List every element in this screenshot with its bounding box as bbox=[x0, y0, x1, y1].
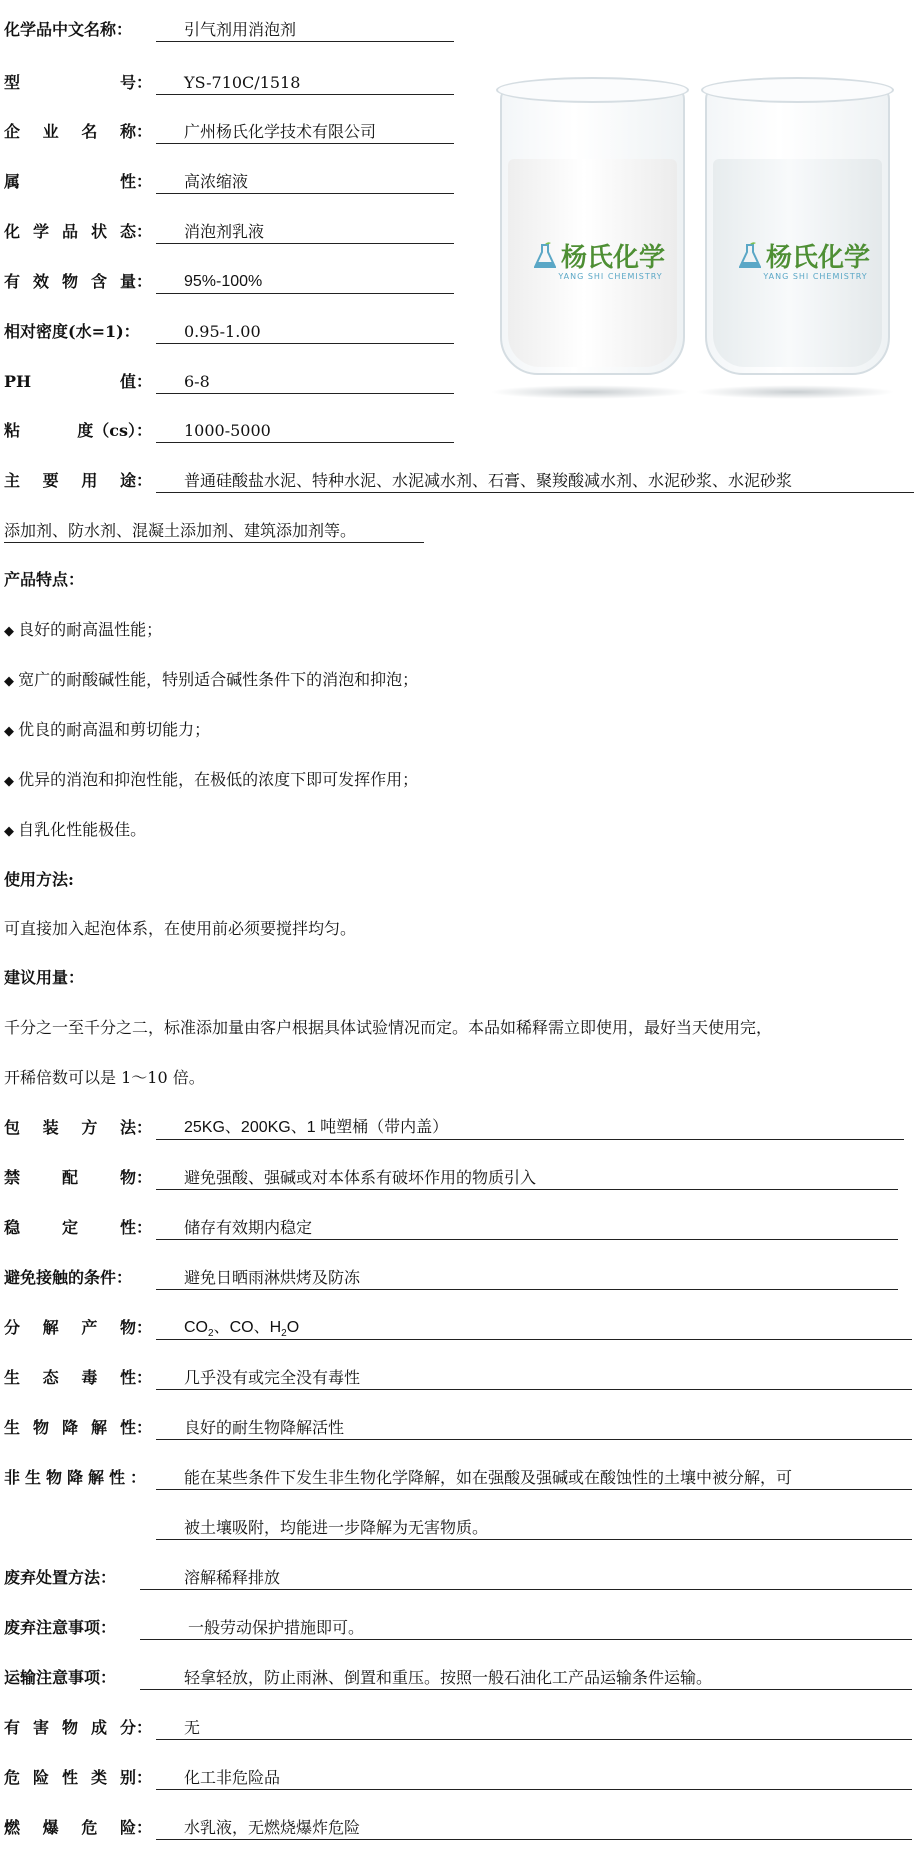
spec-label: 粘 度（cs）： bbox=[4, 421, 152, 440]
safety-label: 废弃注意事项： bbox=[4, 1618, 117, 1637]
safety-value: 避免日晒雨淋烘烤及防冻 bbox=[156, 1266, 898, 1290]
safety-value: 水乳液，无燃烧爆炸危险 bbox=[156, 1816, 912, 1840]
beaker-shadow bbox=[490, 385, 690, 399]
safety-value-2: 被土壤吸附，均能进一步降解为无害物质。 bbox=[156, 1516, 912, 1540]
safety-label: 禁 配 物： bbox=[4, 1168, 152, 1187]
spec-value: 95%-100% bbox=[156, 270, 454, 294]
usage-row bbox=[4, 469, 916, 493]
safety-label: 生 物 降 解 性： bbox=[4, 1418, 152, 1437]
flask-icon bbox=[534, 242, 556, 270]
safety-value: 轻拿轻放，防止雨淋、倒置和重压。按照一般石油化工产品运输条件运输。 bbox=[140, 1666, 912, 1690]
safety-value: 储存有效期内稳定 bbox=[156, 1216, 898, 1240]
safety-value: 一般劳动保护措施即可。 bbox=[140, 1616, 912, 1640]
spec-value: 消泡剂乳液 bbox=[156, 220, 454, 244]
spec-value: 0.95-1.00 bbox=[156, 320, 454, 344]
safety-label: 废弃处置方法： bbox=[4, 1568, 117, 1587]
safety-value: 无 bbox=[156, 1716, 912, 1740]
spec-label: PH 值： bbox=[4, 372, 152, 391]
safety-label: 稳 定 性： bbox=[4, 1218, 152, 1237]
safety-value: 几乎没有或完全没有毒性 bbox=[156, 1366, 912, 1390]
dosage-heading: 建议用量： bbox=[4, 968, 85, 987]
dosage-line-2: 开稀倍数可以是 1～10 倍。 bbox=[4, 1068, 205, 1087]
beaker-rim bbox=[701, 77, 894, 103]
safety-value: 化工非危险品 bbox=[156, 1766, 912, 1790]
brand-name: 杨氏化学 bbox=[766, 243, 871, 273]
spec-label: 相对密度(水=1)： bbox=[4, 322, 140, 341]
usage-line-2: 添加剂、防水剂、混凝土添加剂、建筑添加剂等。 bbox=[4, 519, 424, 543]
brand-subtitle: YANG SHI CHEMISTRY bbox=[558, 272, 663, 281]
product-beakers-image bbox=[490, 55, 910, 395]
brand-name: 杨氏化学 bbox=[561, 243, 666, 273]
spec-label: 型 号： bbox=[4, 73, 152, 92]
safety-label: 包 装 方 法： bbox=[4, 1118, 152, 1137]
safety-value: 溶解稀释排放 bbox=[140, 1566, 912, 1590]
beaker-shadow bbox=[695, 385, 895, 399]
flask-icon bbox=[739, 242, 761, 270]
safety-value: 良好的耐生物降解活性 bbox=[156, 1416, 912, 1440]
spec-value: 6-8 bbox=[156, 370, 454, 394]
safety-label: 运输注意事项： bbox=[4, 1668, 117, 1687]
beaker-rim bbox=[496, 77, 689, 103]
usage-label: 主 要 用 途： bbox=[4, 471, 152, 490]
safety-value: 避免强酸、强碱或对本体系有破坏作用的物质引入 bbox=[156, 1166, 898, 1190]
spec-value: 广州杨氏化学技术有限公司 bbox=[156, 120, 454, 144]
spec-label: 属 性： bbox=[4, 172, 152, 191]
method-text: 可直接加入起泡体系，在使用前必须要搅拌均匀。 bbox=[4, 919, 357, 938]
usage-line-1: 普通硅酸盐水泥、特种水泥、水泥减水剂、石膏、聚羧酸减水剂、水泥砂浆、水泥砂浆 bbox=[156, 469, 914, 493]
safety-value: 能在某些条件下发生非生物化学降解，如在强酸及强碱或在酸蚀性的土壤中被分解，可 bbox=[156, 1466, 912, 1490]
beaker-white bbox=[500, 85, 685, 375]
feature-item: ◆ 良好的耐高温性能； bbox=[4, 618, 162, 644]
spec-label: 化学品中文名称： bbox=[4, 20, 133, 39]
safety-label: 有 害 物 成 分： bbox=[4, 1718, 152, 1737]
spec-value: 引气剂用消泡剂 bbox=[156, 18, 454, 42]
feature-item: ◆ 优异的消泡和抑泡性能，在极低的浓度下即可发挥作用； bbox=[4, 768, 418, 794]
spec-value: 高浓缩液 bbox=[156, 170, 454, 194]
feature-item: ◆ 优良的耐高温和剪切能力； bbox=[4, 718, 210, 744]
safety-label: 避免接触的条件： bbox=[4, 1268, 133, 1287]
spec-label: 有 效 物 含 量： bbox=[4, 272, 152, 291]
spec-value: YS-710C/1518 bbox=[156, 71, 454, 95]
brand-subtitle: YANG SHI CHEMISTRY bbox=[763, 272, 868, 281]
safety-value: 25KG、200KG、1 吨塑桶（带内盖） bbox=[156, 1116, 904, 1140]
features-heading: 产品特点： bbox=[4, 570, 85, 589]
safety-label: 非生物降解性： bbox=[4, 1468, 152, 1487]
spec-label: 企 业 名 称： bbox=[4, 122, 152, 141]
safety-label: 燃 爆 危 险： bbox=[4, 1818, 152, 1837]
brand-logo bbox=[516, 237, 683, 281]
safety-label: 分 解 产 物： bbox=[4, 1318, 152, 1337]
brand-logo bbox=[721, 237, 888, 281]
spec-label: 化 学 品 状 态： bbox=[4, 222, 152, 241]
spec-value: 1000-5000 bbox=[156, 419, 454, 443]
feature-item: ◆ 宽广的耐酸碱性能，特别适合碱性条件下的消泡和抑泡； bbox=[4, 668, 418, 694]
method-heading: 使用方法: bbox=[4, 870, 74, 889]
beaker-clear bbox=[705, 85, 890, 375]
dosage-line-1: 千分之一至千分之二，标准添加量由客户根据具体试验情况而定。本品如稀释需立即使用，最好当天使用完， bbox=[4, 1018, 773, 1037]
safety-label: 生 态 毒 性： bbox=[4, 1368, 152, 1387]
safety-label: 危 险 性 类 别： bbox=[4, 1768, 152, 1787]
safety-value: $CO_2$、CO、$H_2O$ bbox=[156, 1316, 912, 1340]
feature-item: ◆ 自乳化性能极佳。 bbox=[4, 818, 146, 844]
